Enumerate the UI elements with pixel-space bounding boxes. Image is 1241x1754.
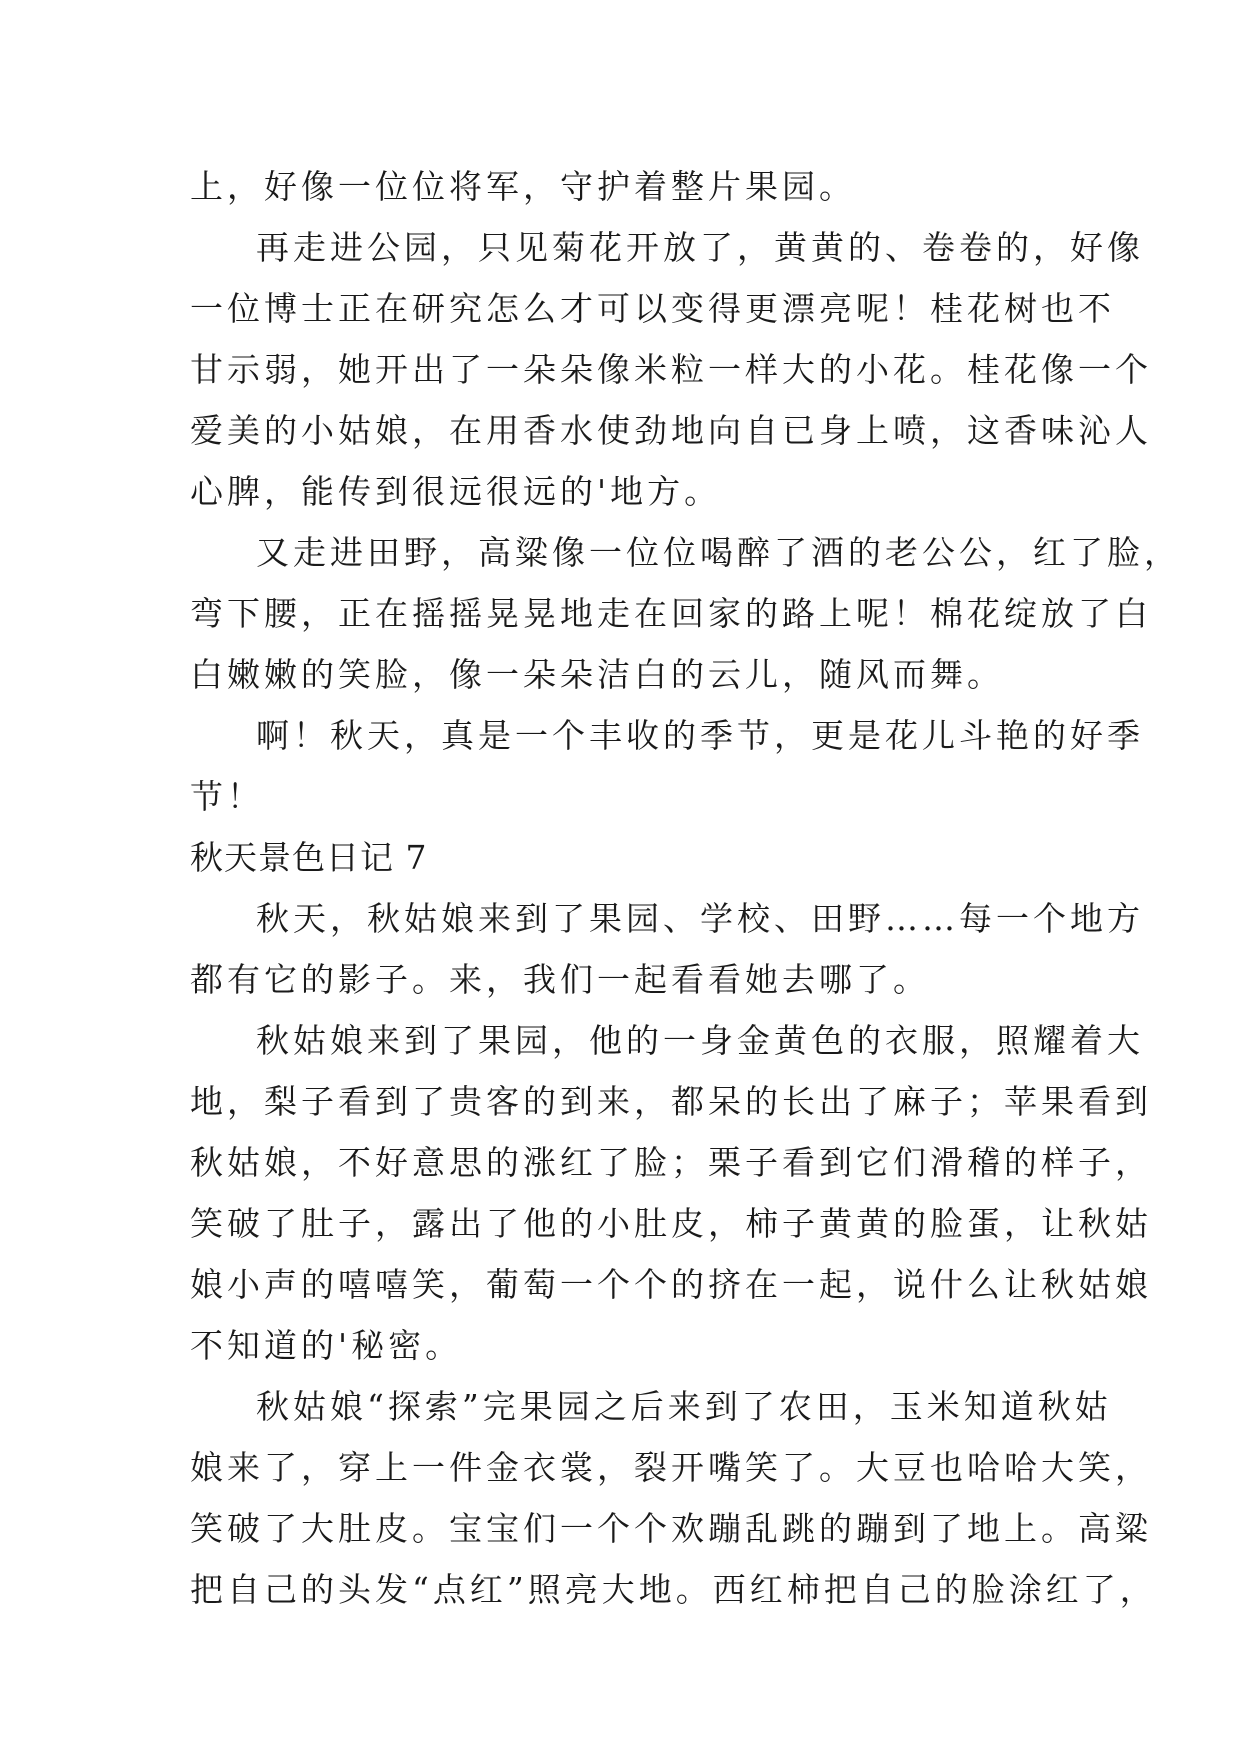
section-heading: 秋天景色日记 7	[190, 838, 428, 877]
text-line: 一位博士正在研究怎么才可以变得更漂亮呢！桂花树也不	[190, 289, 1115, 328]
text-line: 秋姑娘来到了果园，他的一身金黄色的衣服，照耀着大	[256, 1021, 1144, 1060]
text-line: 白嫩嫩的笑脸，像一朵朵洁白的云儿，随风而舞。	[190, 655, 1004, 694]
text-line: 笑破了大肚皮。宝宝们一个个欢蹦乱跳的蹦到了地上。高粱	[190, 1509, 1152, 1548]
text-line: 不知道的'秘密。	[190, 1326, 463, 1365]
document-body	[190, 156, 1181, 1620]
text-line: 爱美的小姑娘，在用香水使劲地向自已身上喷，这香味沁人	[190, 411, 1152, 450]
text-line: 弯下腰，正在摇摇晃晃地走在回家的路上呢！棉花绽放了白	[190, 594, 1152, 633]
text-line: 甘示弱，她开出了一朵朵像米粒一样大的小花。桂花像一个	[190, 350, 1152, 389]
text-line: 再走进公园，只见菊花开放了，黄黄的、卷卷的，好像	[256, 228, 1144, 267]
text-line: 秋姑娘，不好意思的涨红了脸；栗子看到它们滑稽的样子，	[190, 1143, 1152, 1182]
text-line: 上，好像一位位将军，守护着整片果园。	[190, 167, 856, 206]
text-line: 把自己的头发“点红”照亮大地。西红柿把自己的脸涂红了，	[190, 1570, 1157, 1609]
text-line: 心脾，能传到很远很远的'地方。	[190, 472, 722, 511]
text-line: 笑破了肚子，露出了他的小肚皮，柿子黄黄的脸蛋，让秋姑	[190, 1204, 1152, 1243]
text-line: 秋天，秋姑娘来到了果园、学校、田野……每一个地方	[256, 899, 1144, 938]
text-line: 啊！秋天，真是一个丰收的季节，更是花儿斗艳的好季	[256, 716, 1144, 755]
text-line: 地，梨子看到了贵客的到来，都呆的长出了麻子；苹果看到	[190, 1082, 1152, 1121]
text-line: 娘来了，穿上一件金衣裳，裂开嘴笑了。大豆也哈哈大笑，	[190, 1448, 1152, 1487]
text-line: 又走进田野，高粱像一位位喝醉了酒的老公公，红了脸，	[256, 533, 1181, 572]
text-line: 秋姑娘“探索”完果园之后来到了农田，玉米知道秋姑	[256, 1387, 1112, 1426]
text-line: 娘小声的嘻嘻笑，葡萄一个个的挤在一起，说什么让秋姑娘	[190, 1265, 1152, 1304]
text-line: 都有它的影子。来，我们一起看看她去哪了。	[190, 960, 930, 999]
text-line: 节！	[190, 777, 264, 816]
